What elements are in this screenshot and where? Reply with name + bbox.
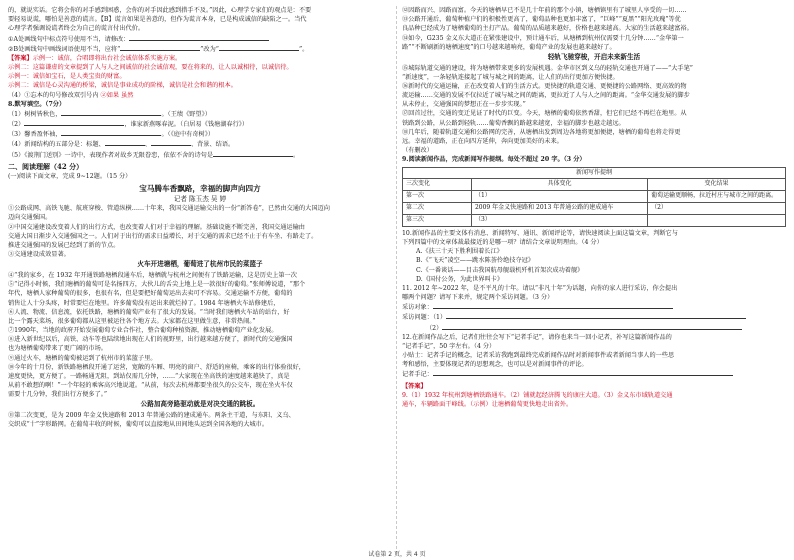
article-title: 宝马腾车香飘路，幸福的脚声向四方 [139, 184, 261, 194]
article-para: ⑩今年的十月份，新铁路塘栖段开通了运营，宽敞的车厢、明亮的窗户、舒适的座椅，乘客的出行体验很好， [8, 363, 305, 371]
answer-blank[interactable] [105, 139, 145, 146]
question-1: ①A处画线句中标点符号使用不当，请修改： [8, 34, 392, 44]
table-answer-cell[interactable]: （2） [648, 203, 786, 215]
article-para: 需要十几分钟，我们出行方便多了。” [8, 391, 108, 399]
option-b[interactable]: B.《“飞天”凌空——跳水陈荟伶绝技夺冠》 [416, 257, 535, 265]
table-row: 第二次 2009 年金义快速路和 2013 年普通公路的建成通车 （2） [403, 203, 786, 215]
article-para: ⑥人流、物流、信息流，依托铁路，塘栖的葡萄产业有了很大的发展。“当时我们塘栖火车站的站台，好 [8, 308, 290, 316]
article-para: ①公路成网、高铁飞驰、航班穿梭、管道纵横……十年来，我国交通运输交出的一份“新答卷”，已然由交通的大国迈向 [8, 205, 330, 213]
column-divider [396, 6, 397, 554]
table-row: 第三次 （3） [403, 215, 786, 227]
answer-block: 【答案】示例一：诚信，合唱即将出台社会诚信体系实施方案。 [8, 54, 182, 62]
question-8: 8.默写填空。（7分） [8, 100, 66, 108]
answer-blank[interactable] [151, 139, 191, 146]
question-9: 9.阅读新闻作品，完成新闻写作提纲。每处不超过 20 字。（3 分） [402, 156, 586, 164]
article-para: 销售让人十分头疼，时常要烂在地里。许多葡萄没有运出来就烂掉了。1984 年塘栖火车站修建后， [8, 299, 280, 307]
article-para: ③交通建设成效显著。 [8, 251, 70, 259]
article-para: 交织成“十”字形路网。在葡萄丰收的时候，葡萄可以直接地从田间地头运到全国各地的大城市。 [8, 421, 269, 429]
option-d[interactable]: D.《国付公务，为此世界叫卡》 [416, 275, 504, 283]
answer-blank[interactable] [433, 302, 673, 309]
poem-line: （3）馨香盈怀袖， 。（《庭中有奇树》） [8, 131, 215, 139]
option-c[interactable]: C.《一番谈话——目击我国航母舰载机歼机首架次成功着舰》 [416, 266, 584, 274]
article-para: ⑮城际轨道交通的建设，将为塘栖带来更多的发展机遇。金华市区到义乌的轻轨交通也开通了——“大手笔” [402, 64, 693, 72]
question-10: 10.新闻作品的主要文体有消息、新闻特写、通讯、新闻评论等，请快速阅读上面这篇文章，判断它与 [402, 229, 678, 237]
tip-line: 考和感悟，主要体现记者的思想观念，也可以是对新闻事件的评论。 [402, 361, 588, 369]
answer-blank[interactable] [61, 109, 161, 116]
notes-line: 记者手记： [402, 369, 786, 379]
answer-blank[interactable] [213, 150, 293, 157]
article-para: ④“我的家乡，在 1932 年开通铁路塘栖段通车后，塘栖就与杭州之间便有了铁路运输，这是历史上第一次 [8, 272, 297, 280]
answer-blank[interactable] [24, 119, 124, 126]
source-note: （有删改） [402, 147, 433, 155]
outline-table [402, 167, 786, 227]
interview-question-line: 采访问题：（1） [402, 312, 786, 322]
reading-instruction: (一)阅读下面文章，完成 9~12题。（15 分） [8, 173, 132, 181]
article-subheading: 公路加高旁路驱动就是对决交通的跳板。 [140, 400, 260, 409]
question-12: 12.在新闻作品之后，记者们往往会写下“记者手记”，请你也来当一回小记者，补写这篇新闻作品的 [402, 333, 672, 341]
article-para: ⑤“记得小时候，我们塘栖的葡萄可是名扬四方，大伙儿的舌尖上地上是一款很好的葡萄。”张师傅说道，“那个 [8, 281, 306, 289]
question-12-cont: “记者手记”，50 字左右。（4 分） [402, 342, 496, 350]
page-footer: 试卷第 2 页，共 4 页 [368, 551, 426, 558]
article-para: ⑫因路而兴、因路而富。今天的塘栖早已不是几十年前的那个小镇，塘栖镇里有了城里人享受的一切…… [402, 7, 687, 14]
right-column [402, 6, 786, 556]
article-para: ⑪第二次变更，是为 2009 年金义快速路和 2013 年普通公路的建成通车。两条主干道，与东阳、义乌、 [8, 412, 295, 420]
article-para: “新速度”，一条轻轨连接起了城与城之间的距离，让人们的出行更加方便快捷。 [402, 73, 619, 81]
question-11-cont: 哪两个问题？请写下来并，规定两个采访问题。（3 分） [402, 294, 554, 302]
article-para: 流运输……交通的发展不仅拉近了城与城之间的距离，更拉近了人与人之间的距离。“金华交通发展的脚步 [402, 92, 690, 100]
article-para: ⑱几年后，随着轨道交通和公路网的完善，从塘栖出发到周边各地将更加便捷，塘栖的葡萄也将走得更 [402, 128, 681, 136]
poem-line: （4）新闻结构的五部分是：标题、 、 、背景、结语。 [8, 141, 235, 149]
intro-line: 的，就说实话。它将会你的对手感到困惑，会你的对手因此感到措手不及。”因此，心理学专家们的观点是：不要 [8, 7, 312, 14]
article-subheading: 轻轨飞驰穿梭，开启未来新生活 [547, 52, 641, 61]
article-para: 迈向交通强国。 [8, 214, 52, 222]
article-para: 从未停止，交通强国的梦想正在一步步实现。” [402, 101, 526, 109]
article-para: ⑧进入新世纪以后，高铁、动车等也陆续地出现在人们的视野里，出行越来越方便了，新时代的交通强国 [8, 336, 293, 344]
table-row: 第一次 （1） 葡萄运输更顺畅，拉近村庄与城市之间的距离。 [403, 191, 786, 203]
answer-line: 9.（1）1932 年杭州到塘栖铁路通车。（2）铺就起经济腾飞的康庄大道。（3）金义东市域轨道交通 [402, 391, 673, 399]
article-para: 速度更快，更方便了。一路畅通无阻，到站仅需几分钟，……“大家现在坐高铁的速度越来越快了，真是 [8, 372, 290, 380]
poem-line: （2） ，谁家新燕啄春泥。（白居易《钱塘湖春行》） [8, 121, 249, 129]
article-subheading: 火车开进塘栖，葡萄进了杭州市民的菜篮子 [137, 260, 263, 269]
answer-line: 示例一：诚信如宝石，是人类宝贵的财富。 [8, 73, 126, 81]
poem-line: （5）《渡荆门送别》一诗中，表现作者对故乡无限眷恋，依依不舍的诗句是 。 [8, 151, 300, 159]
answer-blank[interactable] [129, 34, 269, 41]
option-a[interactable]: A.《扶三十天下胜利围着长江》 [416, 248, 503, 256]
article-byline: 记者 陈玉杰 吴 婷 [173, 194, 227, 203]
article-para: ⑭如今，G235 金义东大道正在紧张建设中，预计通车后，从塘栖到杭州仅需要十几分钟……“金华第一 [402, 34, 684, 42]
article-para: ⑰回首过往，交通的变迁见证了时代的巨变。今天，塘栖的葡萄依然香甜，但它们已经不再烂在地里。从 [402, 110, 687, 118]
article-para: ②中国交通建设改变着人们的出行方式，也改变着人们对于幸福的理解。基础设施不断完善，我国交通运输由 [8, 223, 305, 231]
table-header: 三次变化 [403, 179, 472, 191]
article-para: 比一个露天菜场，很多葡萄都从这里被运往各个地方去。大家都在这里做生意，非常热闹。” [8, 317, 256, 325]
article-para: 路”“不断刷新的塘栖速度”的口号越来越响亮，葡萄产业的发展也越来越好了。 [402, 43, 616, 51]
article-para: ⑯新时代的交通运输，正在改变着人们的生活方式。更快捷的轨道交通、更便捷的公路网络、更高效的物 [402, 82, 687, 90]
article-para: 铁路到公路，从公路到轻轨……葡萄香飘的路越来越宽，幸福的脚步也越走越远。 [402, 119, 625, 127]
answer-blank[interactable] [219, 44, 299, 51]
table-header: 变化结果 [648, 179, 786, 191]
left-column [8, 6, 392, 556]
table-answer-cell[interactable]: （3） [471, 215, 647, 227]
answer-line: 示例二：这篇谦虚的文章提到了人与人之间诚信的社会诚信观，要在将来的，让人以诚相待，以诚信待。 [8, 64, 293, 72]
answer-label: 【答案】 [402, 382, 427, 390]
intro-line: 要轻易说谎，哪怕是善意的谎言。【B】谎言如果是善意的，但作为谎言本身，已是构成诚信的缺陷之一。当代 [8, 16, 307, 24]
article-para: 良品种已经成为了塘栖葡萄的主打产品。葡萄的品质越来越好，价格也越来越高。大家的生活越来越富裕。 [402, 25, 693, 33]
answer-line: 示例二：诚信是心灵沟通的桥梁，诚信是事业成功的阶梯，诚信是社会和谐的根本。 [8, 82, 237, 90]
article-para: ⑨通过火车，塘栖的葡萄被运到了杭州市的菜篮子里。 [8, 354, 157, 362]
answer-blank[interactable] [446, 312, 746, 319]
intro-line: 心理学者强调说谎者终会为自己的谎言付出代价。 [8, 25, 145, 33]
answer-blank[interactable] [120, 44, 200, 51]
table-answer-cell[interactable]: （1） [471, 191, 647, 203]
answer-blank[interactable] [433, 369, 733, 376]
section-heading: 二、阅读理解（42 分） [8, 161, 84, 171]
answer-blank[interactable] [442, 323, 742, 330]
article-para: 交通大国日渐步入交通强国之一。人们对于出行的需求日益增长，对于交通的需求已经不止于有车坐、有路走了。 [8, 232, 318, 240]
interview-target-line: 采访对象： [402, 302, 786, 312]
table-header: 具体变化 [471, 179, 647, 191]
tip-line: 小贴士：记者手记的概念，记者采访我跑到最终完成新闻作品时对新闻事件或者新闻当事人的一些思 [402, 352, 675, 360]
article-para: 远。幸福的道路，正在向四方延伸，奔向更加美好的未来。 [402, 137, 563, 145]
question-11: 11. 2012 年~2022 年，是不平凡的十年。请以“非凡十年”为话题，向你的家人进行采访，你会提出 [402, 284, 678, 292]
article-para: ⑬公路开通后，葡萄种植户们的积极性更高了，葡萄品种也更加丰富了，“巨峰”“夏黑”“阳光玫瑰”等优 [402, 16, 681, 24]
question-4: （4）①忘本的句号修改双引号内 ②如果 虽然 [8, 91, 134, 99]
table-caption: 新闻写作提纲 [403, 167, 786, 179]
article-para: 从前不敢想的啊！”一个年轻的乘客高兴地说道。“从前，每次去杭州都要坐很久的公交车，现在坐火车仅 [8, 382, 293, 390]
article-para: 也为塘栖葡萄带来了更广阔的市场。 [8, 345, 107, 353]
article-para: 年代，塘栖人家种葡萄的很多，也很有名，但是要把好葡萄运出去卖可不容易。交通运输不方便，葡萄的 [8, 290, 293, 298]
question-10-cont: 下列四篇中的文章体裁最接近的是哪一项？请结合文章说明理由。（4 分） [402, 239, 603, 247]
article-para: ⑦1990年，当地的政府开始发展葡萄专业合作社，整合葡萄种植资源，推动塘栖葡萄产业化发展。 [8, 327, 278, 335]
interview-question-line: （2） [426, 323, 786, 333]
question-2: ②B处画线句中画线词语使用不当，应将“ ”改为“ ”。 [8, 45, 309, 53]
answer-line: 通车，车辆路面干峰线。（示例）让塘栖葡萄更快地走出省外。 [402, 400, 573, 408]
article-para: 推进交通强国的发展已经到了新的节点。 [8, 241, 120, 249]
poem-line: （1）树树皆秋色， 。（王绩《野望》） [8, 110, 211, 118]
answer-blank[interactable] [61, 129, 161, 136]
